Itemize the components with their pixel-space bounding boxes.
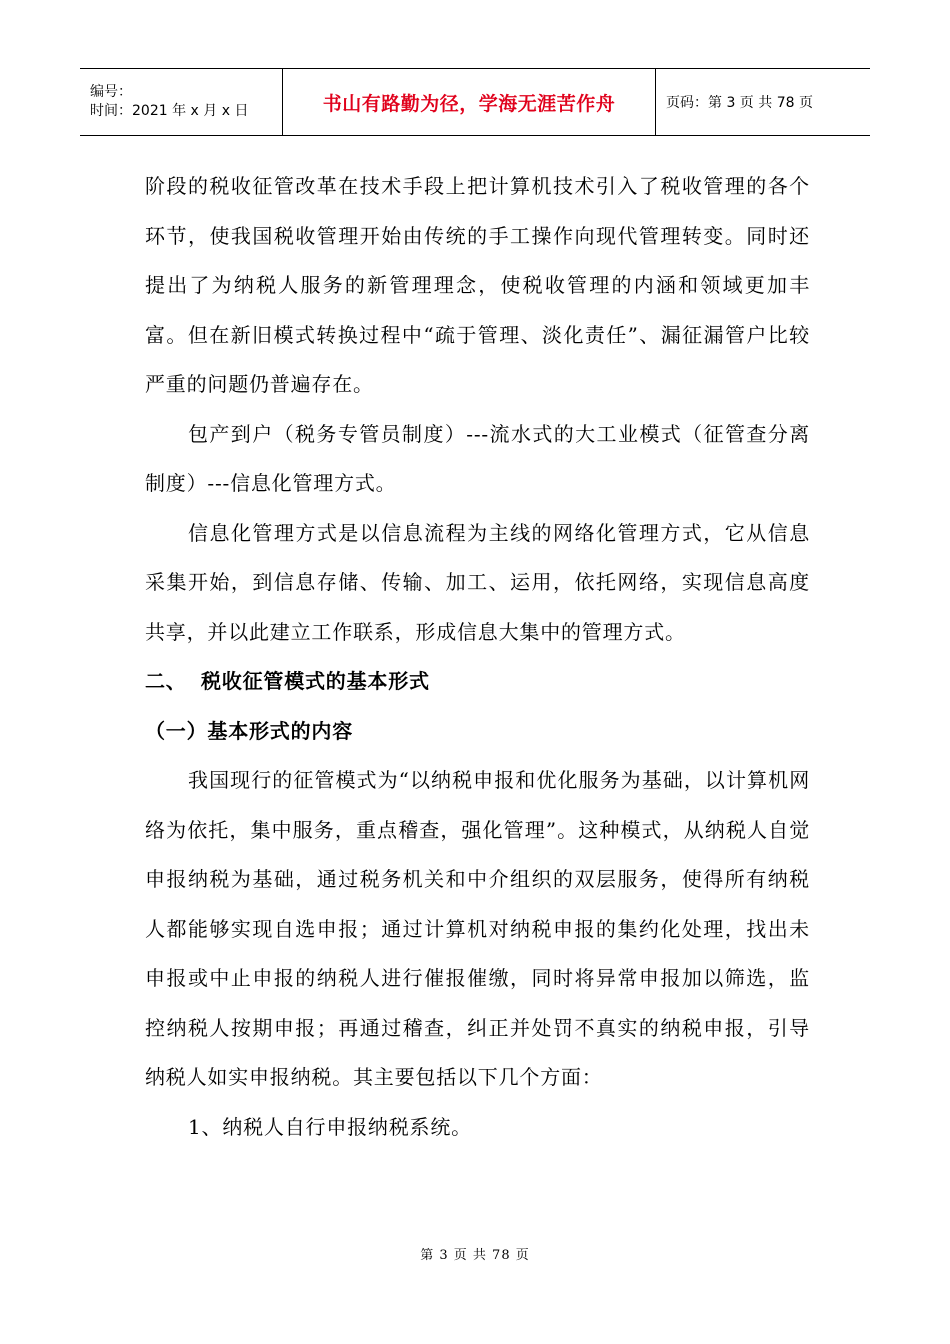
header-motto: 书山有路勤为径，学海无涯苦作舟 (283, 69, 656, 135)
document-number-label: 编号： (90, 84, 132, 100)
subsection-heading: （一）基本形式的内容 (145, 718, 353, 743)
document-date: 时间：2021 年 x 月 x 日 (90, 103, 249, 119)
section-number: 二、 (145, 669, 187, 693)
paragraph: 阶段的税收征管改革在技术手段上把计算机技术引入了税收管理的各个环节，使我国税收管理开始由传统的手工操作向现代管理转变。同时还提出了为纳税人服务的新管理理念，使税收管理的内涵和领域更加丰富。但在新旧模式转换过程中“疏于管理、淡化责任”、漏征漏管户比较严重的问题仍普遍存在。 (145, 174, 810, 396)
document-body (145, 162, 810, 1152)
page-footer: 第 3 页 共 78 页 (420, 1248, 530, 1263)
paragraph: 我国现行的征管模式为“以纳税申报和优化服务为基础，以计算机网络为依托，集中服务，重点稽查，强化管理”。这种模式，从纳税人自觉申报纳税为基础，通过税务机关和中介组织的双层服务，使得所有纳税人都能够实现自选申报；通过计算机对纳税申报的集约化处理，找出未申报或中止申报的纳税人进行催报催缴，同时将异常申报加以筛选，监控纳税人按期申报；再通过稽查，纠正并处罚不真实的纳税申报，引导纳税人如实申报纳税。其主要包括以下几个方面： (145, 768, 810, 1089)
header-meta (80, 69, 283, 135)
section-title: 税收征管模式的基本形式 (201, 669, 430, 693)
paragraph: 包产到户（税务专管员制度）---流水式的大工业模式（征管查分离制度）---信息化管理方式。 (145, 421, 810, 495)
header-page-info: 页码：第 3 页 共 78 页 (666, 95, 813, 111)
page-header (80, 68, 870, 136)
list-item: 1、纳税人自行申报纳税系统。 (188, 1114, 472, 1139)
paragraph: 信息化管理方式是以信息流程为主线的网络化管理方式，它从信息采集开始，到信息存储、传输、加工、运用，依托网络，实现信息高度共享，并以此建立工作联系，形成信息大集中的管理方式。 (145, 520, 810, 644)
section-heading (145, 657, 810, 707)
